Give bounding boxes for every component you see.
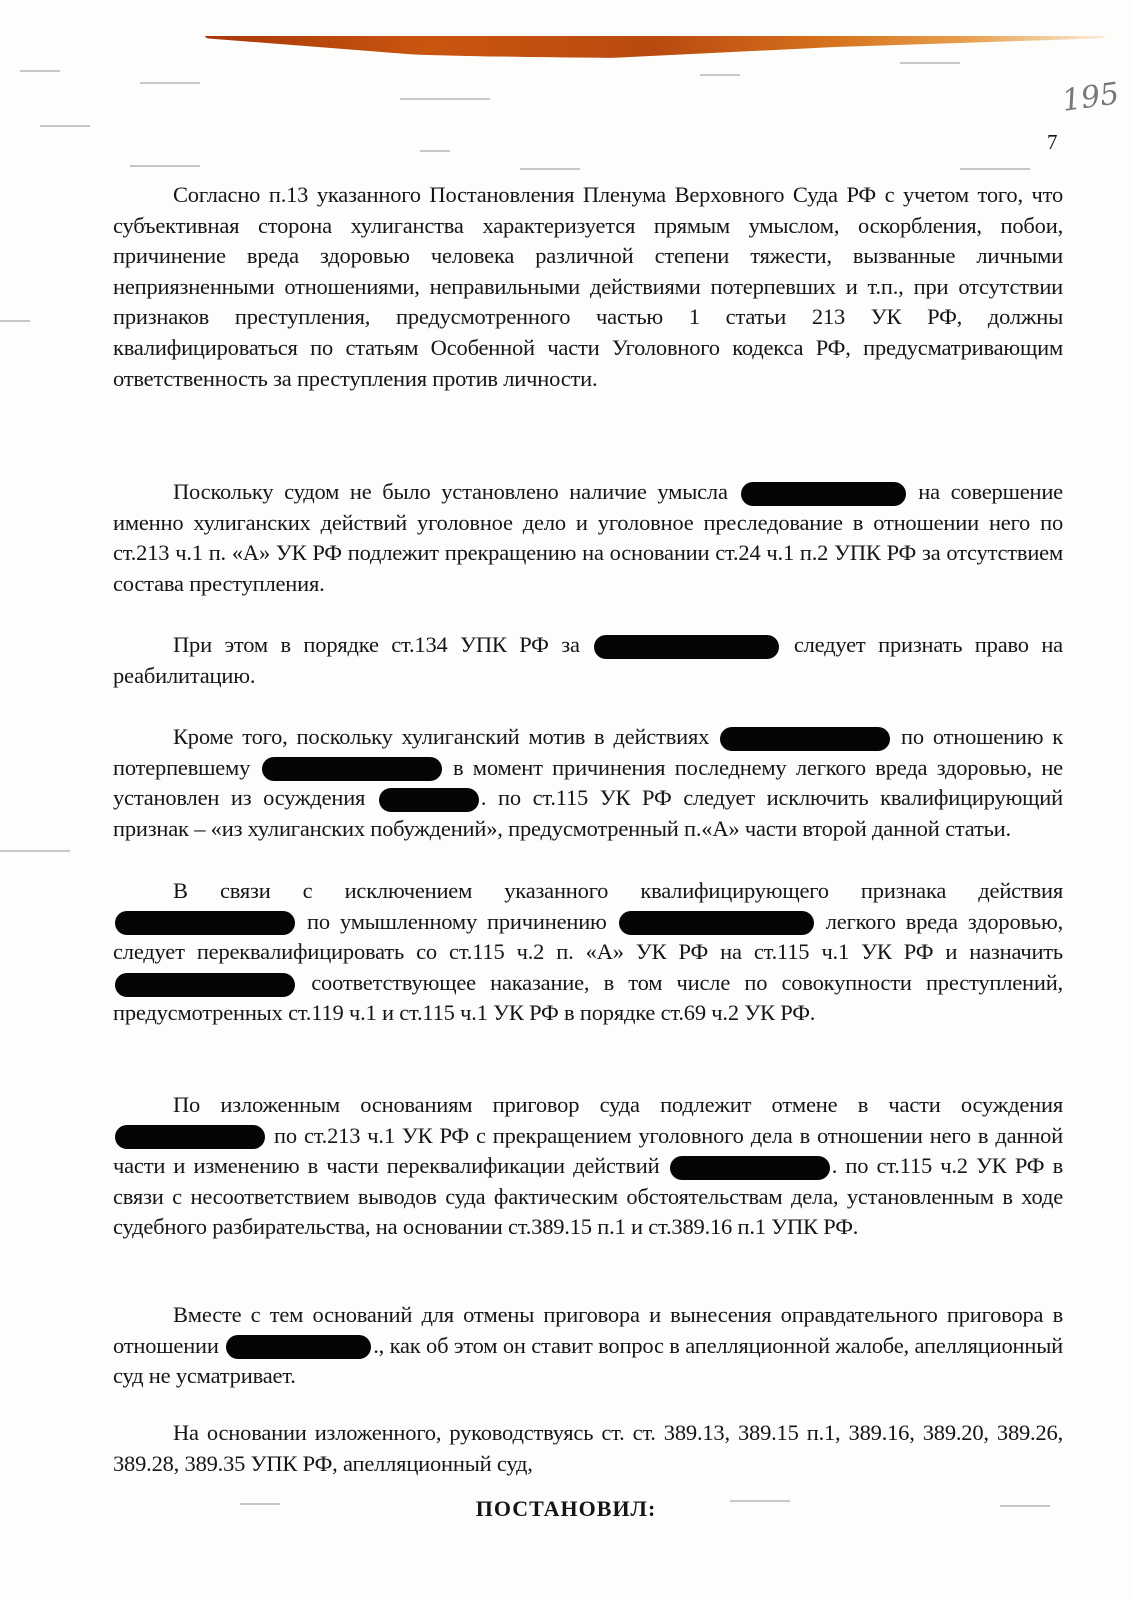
- scan-noise: [900, 62, 960, 64]
- scan-noise: [140, 82, 200, 84]
- redacted-name: [594, 635, 779, 659]
- scan-noise: [130, 165, 200, 167]
- paragraph-text: Кроме того, поскольку хулиганский мотив в действиях: [173, 724, 710, 749]
- redacted-name: [670, 1156, 830, 1180]
- paragraph-8: [113, 1418, 1063, 1479]
- paragraph-text: . по ст.115 УК РФ следует исключить квалифицирующий признак – «из хулиганских побуждений», предусмотренный п.«А» части второй данной статьи.: [113, 785, 1063, 841]
- scan-noise: [0, 850, 70, 852]
- handwritten-page-mark: 195: [1059, 76, 1122, 119]
- scan-noise: [0, 320, 30, 322]
- scan-noise: [960, 168, 1030, 170]
- redacted-name: [379, 788, 479, 812]
- paragraph-7: [113, 1300, 1063, 1392]
- paragraph-text: В связи с исключением указанного квалифицирующего признака действия: [173, 878, 1063, 903]
- paragraph-text: Вместе с тем оснований для отмены приговора и вынесения оправдательного приговора в отношении: [113, 1302, 1063, 1358]
- scan-noise: [40, 125, 90, 127]
- paragraph-text: по ст.213 ч.1 УК РФ с прекращением уголовного дела в отношении него в данной части и изменению в части переквалификации действий: [113, 1122, 1063, 1179]
- paragraph-text: ., как об этом он ставит вопрос в апелляционной жалобе, апелляционный суд не усматривает.: [113, 1332, 1063, 1389]
- paragraph-text: Согласно п.13 указанного Постановления Пленума Верховного Суда РФ с учетом того, что субъективная сторона хулиганства характеризуется прямым умыслом, оскорбления, побои, причинение вреда здоровью человека различной степени тяжести, вызванные личными неприязненными отношениями, неправильными действиями потерпевших и т.п., при отсутствии признаков преступления, предусмотренного частью 1 статьи 213 УК РФ, должны квалифицироваться по статьям Особенной части Уголовного кодекса РФ, предусматривающим ответственность за преступления против личности.: [113, 182, 1063, 391]
- paragraph-text: соответствующее наказание, в том числе по совокупности преступлений, предусмотренных ст.119 ч.1 и ст.115 ч.1 УК РФ в порядке ст.69 ч.2 УК РФ.: [113, 969, 1063, 1026]
- page-number: 7: [1047, 130, 1058, 154]
- paragraph-3: [113, 630, 1063, 691]
- paragraph-text: по умышленному причинению: [307, 908, 607, 934]
- paragraph-text: в момент причинения последнему легкого вреда здоровью, не установлен из осуждения: [113, 754, 1063, 811]
- redacted-name: [720, 727, 890, 751]
- paragraph-text: Поскольку судом не было установлено наличие умысла: [173, 479, 728, 504]
- paragraph-text: на совершение именно хулиганских действий уголовное дело и уголовное преследование в отношении него по ст.213 ч.1 п. «А» УК РФ подлежит прекращению на основании ст.24 ч.1 п.2 УПК РФ за отсутствием состава преступления.: [113, 479, 1063, 596]
- redacted-name: [115, 911, 295, 935]
- scan-noise: [520, 168, 580, 170]
- redacted-name: [115, 973, 295, 997]
- paragraph-text: легкого вреда здоровью, следует переквалифицировать со ст.115 ч.2 п. «А» УК РФ на ст.115 ч.1 УК РФ и назначить: [113, 908, 1064, 965]
- redacted-name: [741, 482, 906, 506]
- scan-noise: [400, 98, 490, 100]
- paragraph-text: . по ст.115 ч.2 УК РФ в связи с несоответствием выводов суда фактическим обстоятельствам дела, установленным в ходе судебного разбирательства, на основании ст.389.15 п.1 и ст.389.16 п.1 УПК РФ.: [113, 1153, 1064, 1240]
- paragraph-text: по отношению к потерпевшему: [113, 724, 1063, 780]
- paragraph-5: [113, 876, 1063, 1029]
- paragraph-4: [113, 722, 1063, 844]
- paragraph-text: следует признать право на реабилитацию.: [113, 632, 1063, 688]
- paragraph-text: На основании изложенного, руководствуясь ст. ст. 389.13, 389.15 п.1, 389.16, 389.20, 389.26, 389.28, 389.35 УПК РФ, апелляционный суд,: [113, 1420, 1063, 1476]
- paragraph-text: По изложенным основаниям приговор суда подлежит отмене в части осуждения: [173, 1092, 1063, 1117]
- paragraph-text: При этом в порядке ст.134 УПК РФ за: [173, 632, 580, 657]
- redacted-name: [115, 1125, 265, 1149]
- scan-noise: [420, 150, 450, 152]
- scan-edge-stripe: [205, 36, 1105, 58]
- redacted-name: [619, 911, 814, 935]
- redacted-name: [262, 757, 442, 781]
- scan-noise: [700, 74, 740, 76]
- paragraph-2: [113, 477, 1063, 599]
- paragraph-6: [113, 1090, 1063, 1243]
- redacted-name: [226, 1335, 371, 1359]
- scan-noise: [20, 70, 60, 72]
- paragraph-1: [113, 180, 1063, 394]
- resolution-heading: ПОСТАНОВИЛ:: [475, 1496, 657, 1521]
